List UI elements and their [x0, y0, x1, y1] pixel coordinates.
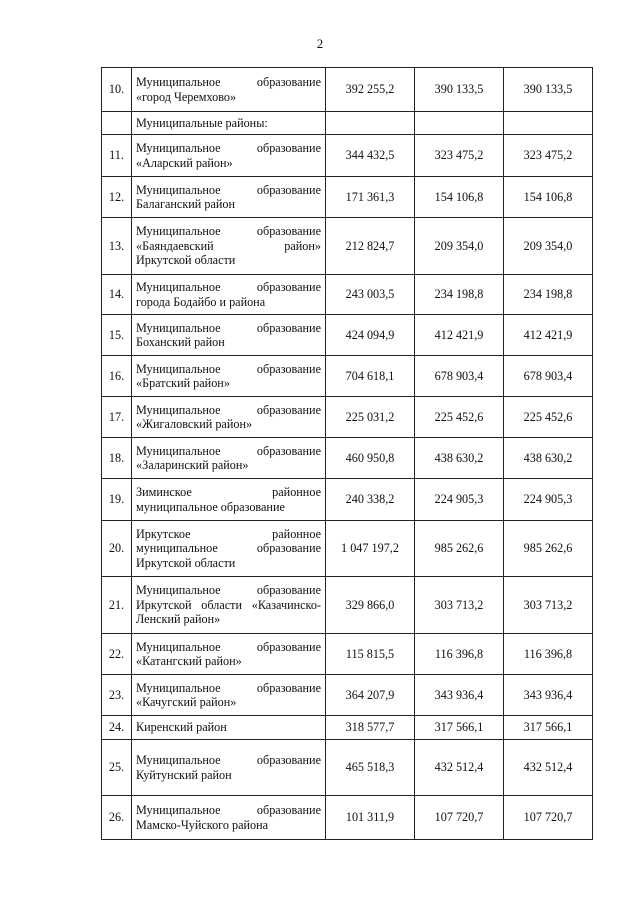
amount-cell-3: 224 905,3	[504, 479, 593, 521]
name-line: «Баяндаевский район»	[136, 238, 321, 253]
row-number: 13.	[102, 218, 132, 275]
name-line: «Заларинский район»	[136, 458, 249, 472]
table-row	[102, 796, 593, 840]
amount-cell-3: 432 512,4	[504, 740, 593, 796]
amount-cell-1: 101 311,9	[326, 796, 415, 840]
table-row	[102, 577, 593, 634]
table-row	[102, 315, 593, 356]
municipality-name	[132, 521, 326, 577]
municipality-name	[132, 634, 326, 675]
amount-cell-3: 154 106,8	[504, 177, 593, 218]
table-row	[102, 68, 593, 112]
name-line: муниципальное образование	[136, 541, 321, 556]
name-line: Киренский район	[136, 720, 227, 735]
name-line: муниципальное образование	[136, 499, 285, 514]
name-line: Зиминское районное	[136, 485, 321, 499]
amount-cell-1: 115 815,5	[326, 634, 415, 675]
name-line: «Жигаловский район»	[136, 417, 253, 431]
table-row	[102, 479, 593, 521]
name-line: Муниципальное образование	[136, 75, 321, 89]
amount-cell-3: 343 936,4	[504, 675, 593, 716]
name-line: Мамско-Чуйского района	[136, 817, 269, 832]
page-number: 2	[316, 36, 324, 51]
amount-cell-3: 985 262,6	[504, 521, 593, 577]
name-line: Балаганский район	[136, 197, 235, 211]
amount-cell-2: 343 936,4	[415, 675, 504, 716]
amount-cell-1: 329 866,0	[326, 577, 415, 634]
name-line: Муниципальные районы:	[136, 115, 268, 130]
row-number: 15.	[102, 315, 132, 356]
row-number	[102, 112, 132, 135]
table-row	[102, 275, 593, 315]
municipality-name	[132, 577, 326, 634]
name-line: Иркутской области	[136, 555, 236, 570]
municipality-name	[132, 135, 326, 177]
name-line: Муниципальное образование	[136, 443, 321, 458]
section-header-row	[102, 112, 593, 135]
amount-cell-1: 240 338,2	[326, 479, 415, 521]
amount-cell-3: 323 475,2	[504, 135, 593, 177]
municipality-name	[132, 275, 326, 315]
amount-cell-1: 212 824,7	[326, 218, 415, 275]
amount-cell-1: 424 094,9	[326, 315, 415, 356]
amount-cell-3: 303 713,2	[504, 577, 593, 634]
amount-cell-2: 323 475,2	[415, 135, 504, 177]
table-row	[102, 634, 593, 675]
name-line: Муниципальное образование	[136, 141, 321, 155]
name-line: Муниципальное образование	[136, 320, 321, 335]
amount-cell-2: 432 512,4	[415, 740, 504, 796]
row-number: 18.	[102, 438, 132, 479]
amount-cell-2	[415, 112, 504, 135]
table-body	[102, 68, 593, 840]
amount-cell-2: 303 713,2	[415, 577, 504, 634]
municipality-name	[132, 438, 326, 479]
amount-cell-3: 412 421,9	[504, 315, 593, 356]
amount-cell-2: 107 720,7	[415, 796, 504, 840]
amount-cell-2: 225 452,6	[415, 397, 504, 438]
name-line: «город Черемхово»	[136, 89, 237, 104]
amount-cell-1: 1 047 197,2	[326, 521, 415, 577]
municipality-name	[132, 716, 326, 740]
table-row	[102, 716, 593, 740]
municipality-name	[132, 356, 326, 397]
amount-cell-3: 234 198,8	[504, 275, 593, 315]
amount-cell-2: 678 903,4	[415, 356, 504, 397]
name-line: Муниципальное образование	[136, 280, 321, 294]
table-row	[102, 218, 593, 275]
municipality-name	[132, 479, 326, 521]
name-line: «Катангский район»	[136, 654, 242, 668]
table-row	[102, 356, 593, 397]
municipality-name	[132, 315, 326, 356]
municipality-name	[132, 397, 326, 438]
row-number: 20.	[102, 521, 132, 577]
amount-cell-1: 392 255,2	[326, 68, 415, 112]
amount-cell-3: 678 903,4	[504, 356, 593, 397]
name-line: Иркутской области	[136, 253, 236, 268]
table-row	[102, 740, 593, 796]
row-number: 23.	[102, 675, 132, 716]
municipality-name	[132, 68, 326, 112]
table-row	[102, 135, 593, 177]
amount-cell-2: 234 198,8	[415, 275, 504, 315]
amount-cell-1: 171 361,3	[326, 177, 415, 218]
amount-cell-2: 390 133,5	[415, 68, 504, 112]
row-number: 21.	[102, 577, 132, 634]
name-line: Ленский район»	[136, 612, 221, 627]
amount-cell-1: 364 207,9	[326, 675, 415, 716]
name-line: «Аларский район»	[136, 155, 233, 170]
name-line: Муниципальное образование	[136, 680, 321, 695]
municipality-name	[132, 740, 326, 796]
name-line: Муниципальное образование	[136, 224, 321, 239]
amount-cell-3: 438 630,2	[504, 438, 593, 479]
name-line: Муниципальное образование	[136, 803, 321, 817]
amount-cell-3: 390 133,5	[504, 68, 593, 112]
name-line: Муниципальное образование	[136, 182, 321, 197]
row-number: 25.	[102, 740, 132, 796]
name-line: Муниципальное образование	[136, 402, 321, 417]
name-line: Иркутской области «Казачинско-	[136, 597, 321, 612]
amount-cell-2: 438 630,2	[415, 438, 504, 479]
municipality-name	[132, 218, 326, 275]
table-row	[102, 521, 593, 577]
row-number: 12.	[102, 177, 132, 218]
row-number: 24.	[102, 716, 132, 740]
amount-cell-2: 317 566,1	[415, 716, 504, 740]
municipality-name	[132, 796, 326, 840]
row-number: 22.	[102, 634, 132, 675]
amount-cell-1: 225 031,2	[326, 397, 415, 438]
name-line: Муниципальное образование	[136, 361, 321, 376]
amount-cell-3: 107 720,7	[504, 796, 593, 840]
amount-cell-1: 460 950,8	[326, 438, 415, 479]
name-line: Муниципальное образование	[136, 583, 321, 598]
amount-cell-2: 154 106,8	[415, 177, 504, 218]
amount-cell-2: 116 396,8	[415, 634, 504, 675]
name-line: Муниципальное образование	[136, 753, 321, 767]
row-number: 11.	[102, 135, 132, 177]
name-line: города Бодайбо и района	[136, 294, 266, 309]
row-number: 14.	[102, 275, 132, 315]
row-number: 19.	[102, 479, 132, 521]
amount-cell-1: 243 003,5	[326, 275, 415, 315]
name-line: «Братский район»	[136, 376, 230, 390]
amount-cell-1	[326, 112, 415, 135]
table-row	[102, 438, 593, 479]
row-number: 16.	[102, 356, 132, 397]
amount-cell-1: 318 577,7	[326, 716, 415, 740]
amount-cell-2: 412 421,9	[415, 315, 504, 356]
amount-cell-3: 116 396,8	[504, 634, 593, 675]
name-line: Боханский район	[136, 335, 225, 349]
budget-table	[101, 67, 593, 840]
row-number: 26.	[102, 796, 132, 840]
amount-cell-3: 317 566,1	[504, 716, 593, 740]
municipality-name	[132, 675, 326, 716]
row-number: 17.	[102, 397, 132, 438]
table-row	[102, 177, 593, 218]
amount-cell-1: 344 432,5	[326, 135, 415, 177]
amount-cell-3	[504, 112, 593, 135]
amount-cell-3: 209 354,0	[504, 218, 593, 275]
amount-cell-2: 985 262,6	[415, 521, 504, 577]
municipality-name	[132, 177, 326, 218]
name-line: Куйтунский район	[136, 767, 232, 782]
table-row	[102, 397, 593, 438]
name-line: Иркутское районное	[136, 526, 321, 541]
name-line: Муниципальное образование	[136, 639, 321, 654]
table-row	[102, 675, 593, 716]
amount-cell-1: 465 518,3	[326, 740, 415, 796]
amount-cell-2: 209 354,0	[415, 218, 504, 275]
amount-cell-2: 224 905,3	[415, 479, 504, 521]
section-title	[132, 112, 326, 135]
row-number: 10.	[102, 68, 132, 112]
name-line: «Качугский район»	[136, 695, 237, 709]
amount-cell-3: 225 452,6	[504, 397, 593, 438]
amount-cell-1: 704 618,1	[326, 356, 415, 397]
